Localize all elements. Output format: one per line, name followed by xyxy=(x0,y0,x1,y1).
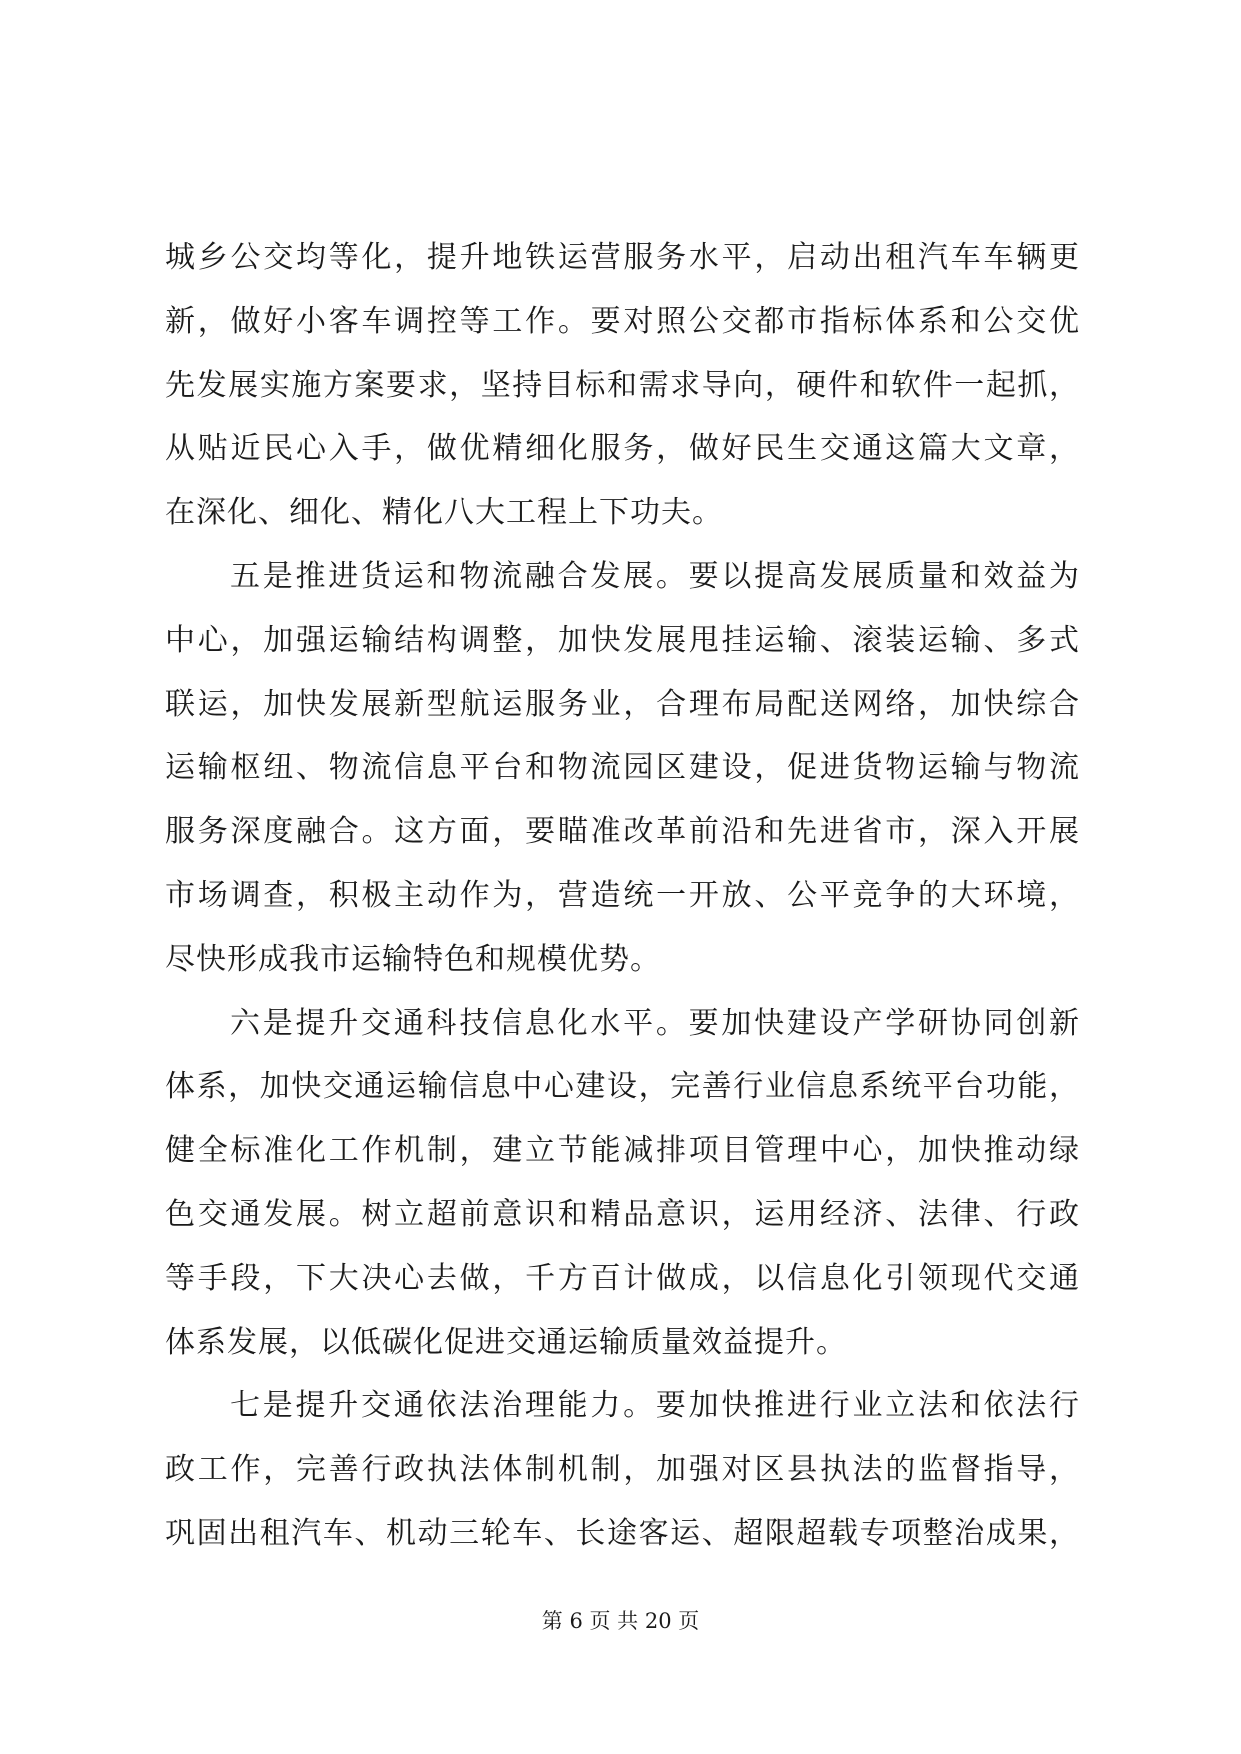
text-line: 尽快形成我市运输特色和规模优势。 xyxy=(165,941,661,977)
paragraph-start-line: 六是提升交通科技信息化水平。要加快建设产学研协同创新 xyxy=(230,1005,1080,1041)
text-line: 体系，加快交通运输信息中心建设，完善行业信息系统平台功能， xyxy=(165,1069,1080,1105)
text-line: 新，做好小客车调控等工作。要对照公交都市指标体系和公交优 xyxy=(165,303,1080,339)
text-line: 市场调查，积极主动作为，营造统一开放、公平竞争的大环境， xyxy=(165,877,1080,913)
text-line: 健全标准化工作机制，建立节能减排项目管理中心，加快推动绿 xyxy=(165,1133,1080,1169)
document-body xyxy=(165,226,1080,1566)
paragraph-start-line: 五是推进货运和物流融合发展。要以提高发展质量和效益为 xyxy=(230,558,1080,594)
text-line: 色交通发展。树立超前意识和精品意识，运用经济、法律、行政 xyxy=(165,1196,1080,1232)
page-number-footer: 第 6 页 共 20 页 xyxy=(541,1609,700,1633)
text-line: 等手段，下大决心去做，千方百计做成，以信息化引领现代交通 xyxy=(165,1260,1080,1296)
text-line: 运输枢纽、物流信息平台和物流园区建设，促进货物运输与物流 xyxy=(165,750,1080,786)
paragraph-start-line: 七是提升交通依法治理能力。要加快推进行业立法和依法行 xyxy=(230,1388,1080,1424)
text-line: 巩固出租汽车、机动三轮车、长途客运、超限超载专项整治成果， xyxy=(165,1515,1080,1551)
text-line: 体系发展，以低碳化促进交通运输质量效益提升。 xyxy=(165,1324,847,1360)
text-line: 从贴近民心入手，做优精细化服务，做好民生交通这篇大文章， xyxy=(165,431,1080,467)
text-line: 先发展实施方案要求，坚持目标和需求导向，硬件和软件一起抓， xyxy=(165,367,1080,403)
text-line: 政工作，完善行政执法体制机制，加强对区县执法的监督指导， xyxy=(165,1452,1080,1488)
text-line: 城乡公交均等化，提升地铁运营服务水平，启动出租汽车车辆更 xyxy=(165,240,1080,275)
text-line: 在深化、细化、精化八大工程上下功夫。 xyxy=(165,495,723,531)
text-line: 中心，加强运输结构调整，加快发展甩挂运输、滚装运输、多式 xyxy=(165,622,1080,658)
text-line: 服务深度融合。这方面，要瞄准改革前沿和先进省市，深入开展 xyxy=(165,814,1080,850)
text-line: 联运，加快发展新型航运服务业，合理布局配送网络，加快综合 xyxy=(165,686,1080,722)
